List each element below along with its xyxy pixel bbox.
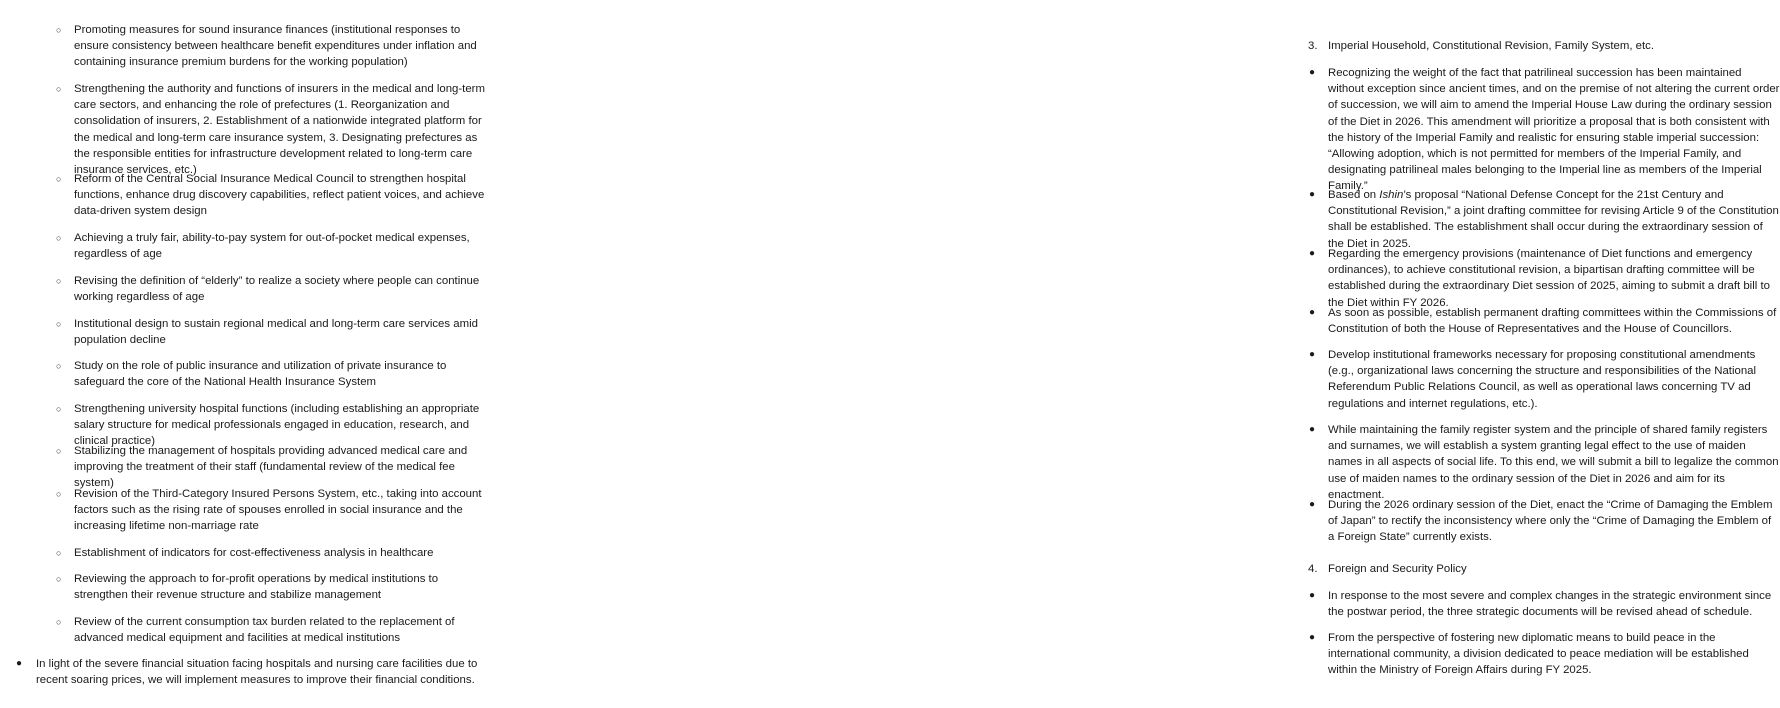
list-item-text: In response to the most severe and complex changes in the strategic environment since the postwar period, the three strategic documents will be revised ahead of schedule.: [1328, 590, 1772, 619]
filled-circle-bullet-icon: ●: [1309, 189, 1316, 200]
list-item-text: During the 2026 ordinary session of the Diet, enact the “Crime of Damaging the Emblem of Japan” to rectify the inconsistency where only the “Crime of Damaging the Emblem of a Foreign State” currently exists.: [1328, 499, 1773, 544]
section-number: 4.: [1308, 563, 1318, 575]
list-item-text: In light of the severe financial situation facing hospitals and nursing care facilities due to recent soaring prices, we will implement measures to improve their financial conditions.: [36, 658, 478, 687]
section-title: Imperial Household, Constitutional Revision, Family System, etc.: [1328, 40, 1655, 52]
list-item-text: Develop institutional frameworks necessary for proposing constitutional amendments (e.g., organizational laws concerning the structure and responsibilities of the National Referendum Public Relations Council, as well as operational laws concerning TV ad regulations and internet regulations, etc.).: [1328, 349, 1757, 410]
list-item-text: Reform of the Central Social Insurance Medical Council to strengthen hospital functions, enhance drug discovery capabilities, reflect patient voices, and achieve data-driven system design: [74, 173, 485, 218]
section-number: 3.: [1308, 40, 1318, 52]
list-item: [56, 22, 492, 71]
list-item-text: Recognizing the weight of the fact that patrilineal succession has been maintained without exception since ancient times, and on the premise of not altering the current order of succession, we will aim to amend the Imperial House Law during the ordinary session of the Diet in 2026. This amendment will prioritize a proposal that is both consistent with the history of the Imperial Family and realistic for ensuring stable imperial succession: “Allowing adoption, which is not permitted for members of the Imperial Family, and designating patrilineal males belonging to the Imperial line as members of the Imperial Family.”: [1328, 67, 1780, 193]
hollow-circle-bullet-icon: ○: [56, 84, 62, 94]
list-item-text: [1328, 187, 1780, 252]
list-item: [56, 316, 492, 348]
list-item-text: Institutional design to sustain regional medical and long-term care services amid population decline: [74, 318, 478, 347]
list-item: [56, 230, 492, 262]
filled-circle-bullet-icon: ●: [1309, 499, 1316, 510]
list-item: [56, 81, 492, 178]
filled-circle-bullet-icon: ●: [1309, 248, 1316, 259]
list-item: [1309, 305, 1780, 337]
text-run: ’s proposal “National Defense Concept for the 21st Century and Constitutional Revision,” a joint drafting committee for revising Article 9 of the Constitution shall be established. The establishment shall occur during the extraordinary session of the Diet in 2025.: [1328, 189, 1779, 250]
list-item-text: Revising the definition of “elderly” to realize a society where people can continue working regardless of age: [74, 275, 480, 304]
list-item: [56, 545, 492, 561]
list-item: [1309, 187, 1780, 252]
filled-circle-bullet-icon: ●: [1309, 67, 1316, 78]
filled-circle-bullet-icon: ●: [1309, 424, 1316, 435]
section-title: Foreign and Security Policy: [1328, 563, 1467, 575]
filled-circle-bullet-icon: ●: [1309, 632, 1316, 643]
list-item-text: From the perspective of fostering new diplomatic means to build peace in the international community, a division dedicated to peace mediation will be established within the Ministry of Foreign Affairs during FY 2025.: [1328, 632, 1749, 677]
section-heading: [1308, 38, 1780, 54]
hollow-circle-bullet-icon: ○: [56, 233, 62, 243]
list-item: [16, 656, 492, 688]
list-item: [1309, 246, 1780, 311]
text-run: Based on: [1328, 189, 1380, 201]
list-item: [56, 171, 492, 220]
list-item: [1309, 630, 1780, 679]
list-item-text: While maintaining the family register system and the principle of shared family registers and surnames, we will establish a system granting legal effect to the use of maiden names in all aspects of social life. To this end, we will submit a bill to legalize the common use of maiden names to the ordinary session of the Diet in 2026 and aim for its enactment.: [1328, 424, 1779, 501]
hollow-circle-bullet-icon: ○: [56, 404, 62, 414]
hollow-circle-bullet-icon: ○: [56, 617, 62, 627]
list-item: [1309, 497, 1780, 546]
list-item: [56, 443, 492, 492]
list-item-text: Stabilizing the management of hospitals providing advanced medical care and improving the treatment of their staff (fundamental review of the medical fee system): [74, 445, 468, 490]
list-item: [56, 614, 492, 646]
hollow-circle-bullet-icon: ○: [56, 174, 62, 184]
filled-circle-bullet-icon: ●: [1309, 349, 1316, 360]
list-item-text: As soon as possible, establish permanent drafting committees within the Commissions of Constitution of both the House of Representatives and the House of Councillors.: [1328, 307, 1777, 336]
hollow-circle-bullet-icon: ○: [56, 319, 62, 329]
list-item-text: Revision of the Third-Category Insured Persons System, etc., taking into account factors such as the rising rate of spouses enrolled in social insurance and the increasing lifetime non-marriage rate: [74, 488, 482, 533]
list-item: [56, 358, 492, 390]
list-item-text: Promoting measures for sound insurance finances (institutional responses to ensure consistency between healthcare benefit expenditures under inflation and containing insurance premium burdens for the working population): [74, 24, 477, 69]
list-item: [1309, 588, 1780, 620]
hollow-circle-bullet-icon: ○: [56, 489, 62, 499]
hollow-circle-bullet-icon: ○: [56, 574, 62, 584]
list-item: [1309, 347, 1780, 412]
hollow-circle-bullet-icon: ○: [56, 446, 62, 456]
filled-circle-bullet-icon: ●: [16, 658, 23, 669]
list-item: [1309, 65, 1780, 195]
list-item-text: Regarding the emergency provisions (maintenance of Diet functions and emergency ordinances), to achieve constitutional revision, a bipartisan drafting committee will be established during the extraordinary Diet session of 2025, aiming to submit a draft bill to the Diet within FY 2026.: [1328, 248, 1770, 309]
italic-party-name: Ishin: [1379, 189, 1404, 201]
list-item: [56, 486, 492, 535]
section-heading: [1308, 561, 1780, 577]
list-item: [56, 571, 492, 603]
list-item: [56, 273, 492, 305]
list-item-text: Strengthening university hospital functions (including establishing an appropriate salary structure for medical professionals engaged in education, research, and clinical practice): [74, 403, 480, 448]
filled-circle-bullet-icon: ●: [1309, 590, 1316, 601]
list-item: [1309, 422, 1780, 503]
list-item-text: Reviewing the approach to for-profit operations by medical institutions to strengthen their revenue structure and stabilize management: [74, 573, 439, 602]
hollow-circle-bullet-icon: ○: [56, 25, 62, 35]
list-item-text: Strengthening the authority and functions of insurers in the medical and long-term care sectors, and enhancing the role of prefectures (1. Reorganization and consolidation of insurers, 2. Establishment of a nationwide integrated platform for the medical and long-term care insurance system, 3. Designating prefectures as the responsible entities for infrastructure development related to long-term care insurance services, etc.): [74, 83, 485, 177]
hollow-circle-bullet-icon: ○: [56, 361, 62, 371]
list-item-text: Establishment of indicators for cost-effectiveness analysis in healthcare: [74, 547, 434, 559]
filled-circle-bullet-icon: ●: [1309, 307, 1316, 318]
hollow-circle-bullet-icon: ○: [56, 548, 62, 558]
list-item-text: Review of the current consumption tax burden related to the replacement of advanced medical equipment and facilities at medical institutions: [74, 616, 455, 645]
list-item-text: Study on the role of public insurance and utilization of private insurance to safeguard the core of the National Health Insurance System: [74, 360, 447, 389]
hollow-circle-bullet-icon: ○: [56, 276, 62, 286]
list-item-text: Achieving a truly fair, ability-to-pay system for out-of-pocket medical expenses, regardless of age: [74, 232, 470, 261]
